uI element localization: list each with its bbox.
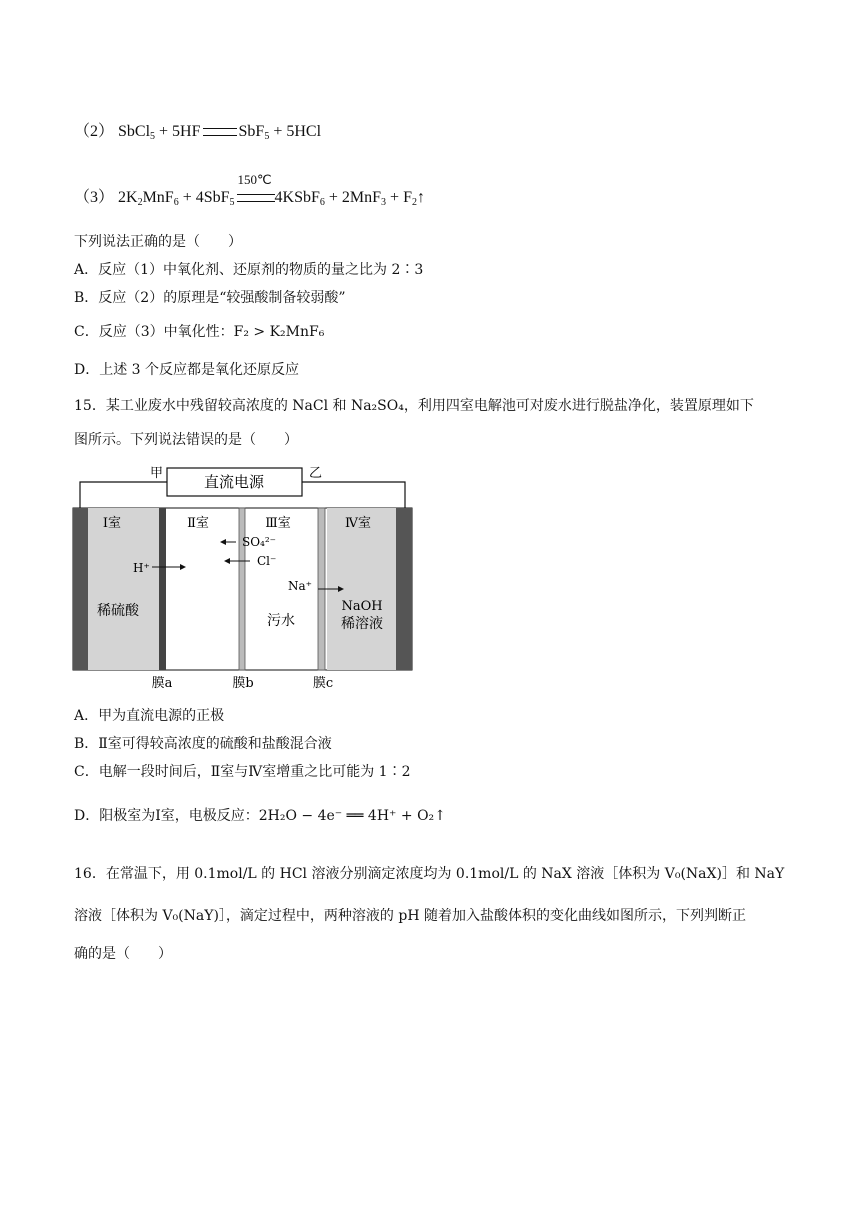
membrane-b (239, 508, 245, 670)
reaction-condition: 150℃ (237, 172, 272, 187)
wire-left (80, 482, 167, 508)
right-electrode (396, 508, 412, 670)
membrane-a (159, 508, 166, 670)
q14-option-c: C．反应（3）中氧化性：F₂ > K₂MnF₆ (74, 324, 325, 340)
q14-option-a: A．反应（1）中氧化剂、还原剂的物质的量之比为 2∶3 (74, 262, 424, 278)
q15-option-b: B．Ⅱ室可得较高浓度的硫酸和盐酸混合液 (74, 736, 332, 752)
dilute-sulfuric-acid-label: 稀硫酸 (97, 603, 139, 619)
left-electrode (73, 508, 88, 670)
equation-body: $2K_2MnF_6 + 4SbF_5$ 150℃ 4KSbF$_6$ + $2MnF_3 + F_2↑$ (118, 172, 425, 208)
so4-ion-label: SO₄²⁻ (242, 535, 277, 549)
terminal-yi: 乙 (309, 466, 323, 481)
equation-3 (74, 172, 425, 208)
na-ion-label: Na⁺ (288, 579, 312, 593)
q16-stem-line1: 16．在常温下，用 0.1mol/L 的 HCl 溶液分别滴定浓度均为 0.1mol/L 的 NaX 溶液［体积为 V₀(NaX)］和 NaY (74, 866, 785, 882)
q15-option-c: C．电解一段时间后，Ⅱ室与Ⅳ室增重之比可能为 1∶2 (74, 764, 411, 780)
room-2-label: Ⅱ室 (187, 516, 209, 531)
equation-body: SbCl$_5$ + 5HF SbF$_5$ + 5HCl (118, 123, 322, 142)
q15-option-a: A．甲为直流电源的正极 (74, 708, 225, 724)
room-4-label: Ⅳ室 (345, 516, 371, 531)
equation-label: （3） (74, 189, 115, 206)
room-3-label: Ⅲ室 (265, 516, 291, 531)
membrane-a-label: 膜a (151, 676, 173, 691)
q14-stem: 下列说法正确的是（ ） (74, 234, 242, 250)
sewage-label: 污水 (267, 613, 295, 629)
equation-2 (74, 118, 321, 142)
room-1-fill (88, 508, 159, 670)
room-1-label: Ⅰ室 (102, 516, 122, 531)
naoh-dilute-label: 稀溶液 (341, 616, 383, 632)
h-ion-label: H⁺ (133, 561, 150, 575)
membrane-b-label: 膜b (232, 676, 254, 691)
q14-option-d: D．上述 3 个反应都是氧化还原反应 (74, 362, 300, 378)
q14-option-b: B．反应（2）的原理是“较强酸制备较弱酸” (74, 290, 346, 306)
wire-right (302, 482, 405, 508)
q15-stem-line1: 15．某工业废水中残留较高浓度的 NaCl 和 Na₂SO₄，利用四室电解池可对废水进行脱盐净化，装置原理如下 (74, 398, 754, 414)
cl-ion-label: Cl⁻ (257, 554, 277, 568)
power-supply-label: 直流电源 (203, 473, 265, 491)
naoh-label: NaOH (341, 599, 383, 614)
electrolysis-diagram (0, 455, 860, 695)
terminal-jia: 甲 (150, 466, 164, 481)
membrane-c-label: 膜c (312, 676, 334, 691)
q16-stem-line2: 溶液［体积为 V₀(NaY)］，滴定过程中，两种溶液的 pH 随着加入盐酸体积的变化曲线如图所示，下列判断正 (74, 908, 747, 924)
q16-stem-line3: 确的是（ ） (74, 946, 172, 962)
equation-label: （2） (74, 123, 115, 140)
q15-option-d: D．阳极室为Ⅰ室，电极反应：2H₂O − 4e⁻ ══ 4H⁺ + O₂↑ (74, 808, 446, 824)
q15-stem-line2: 图所示。下列说法错误的是（ ） (74, 432, 298, 448)
